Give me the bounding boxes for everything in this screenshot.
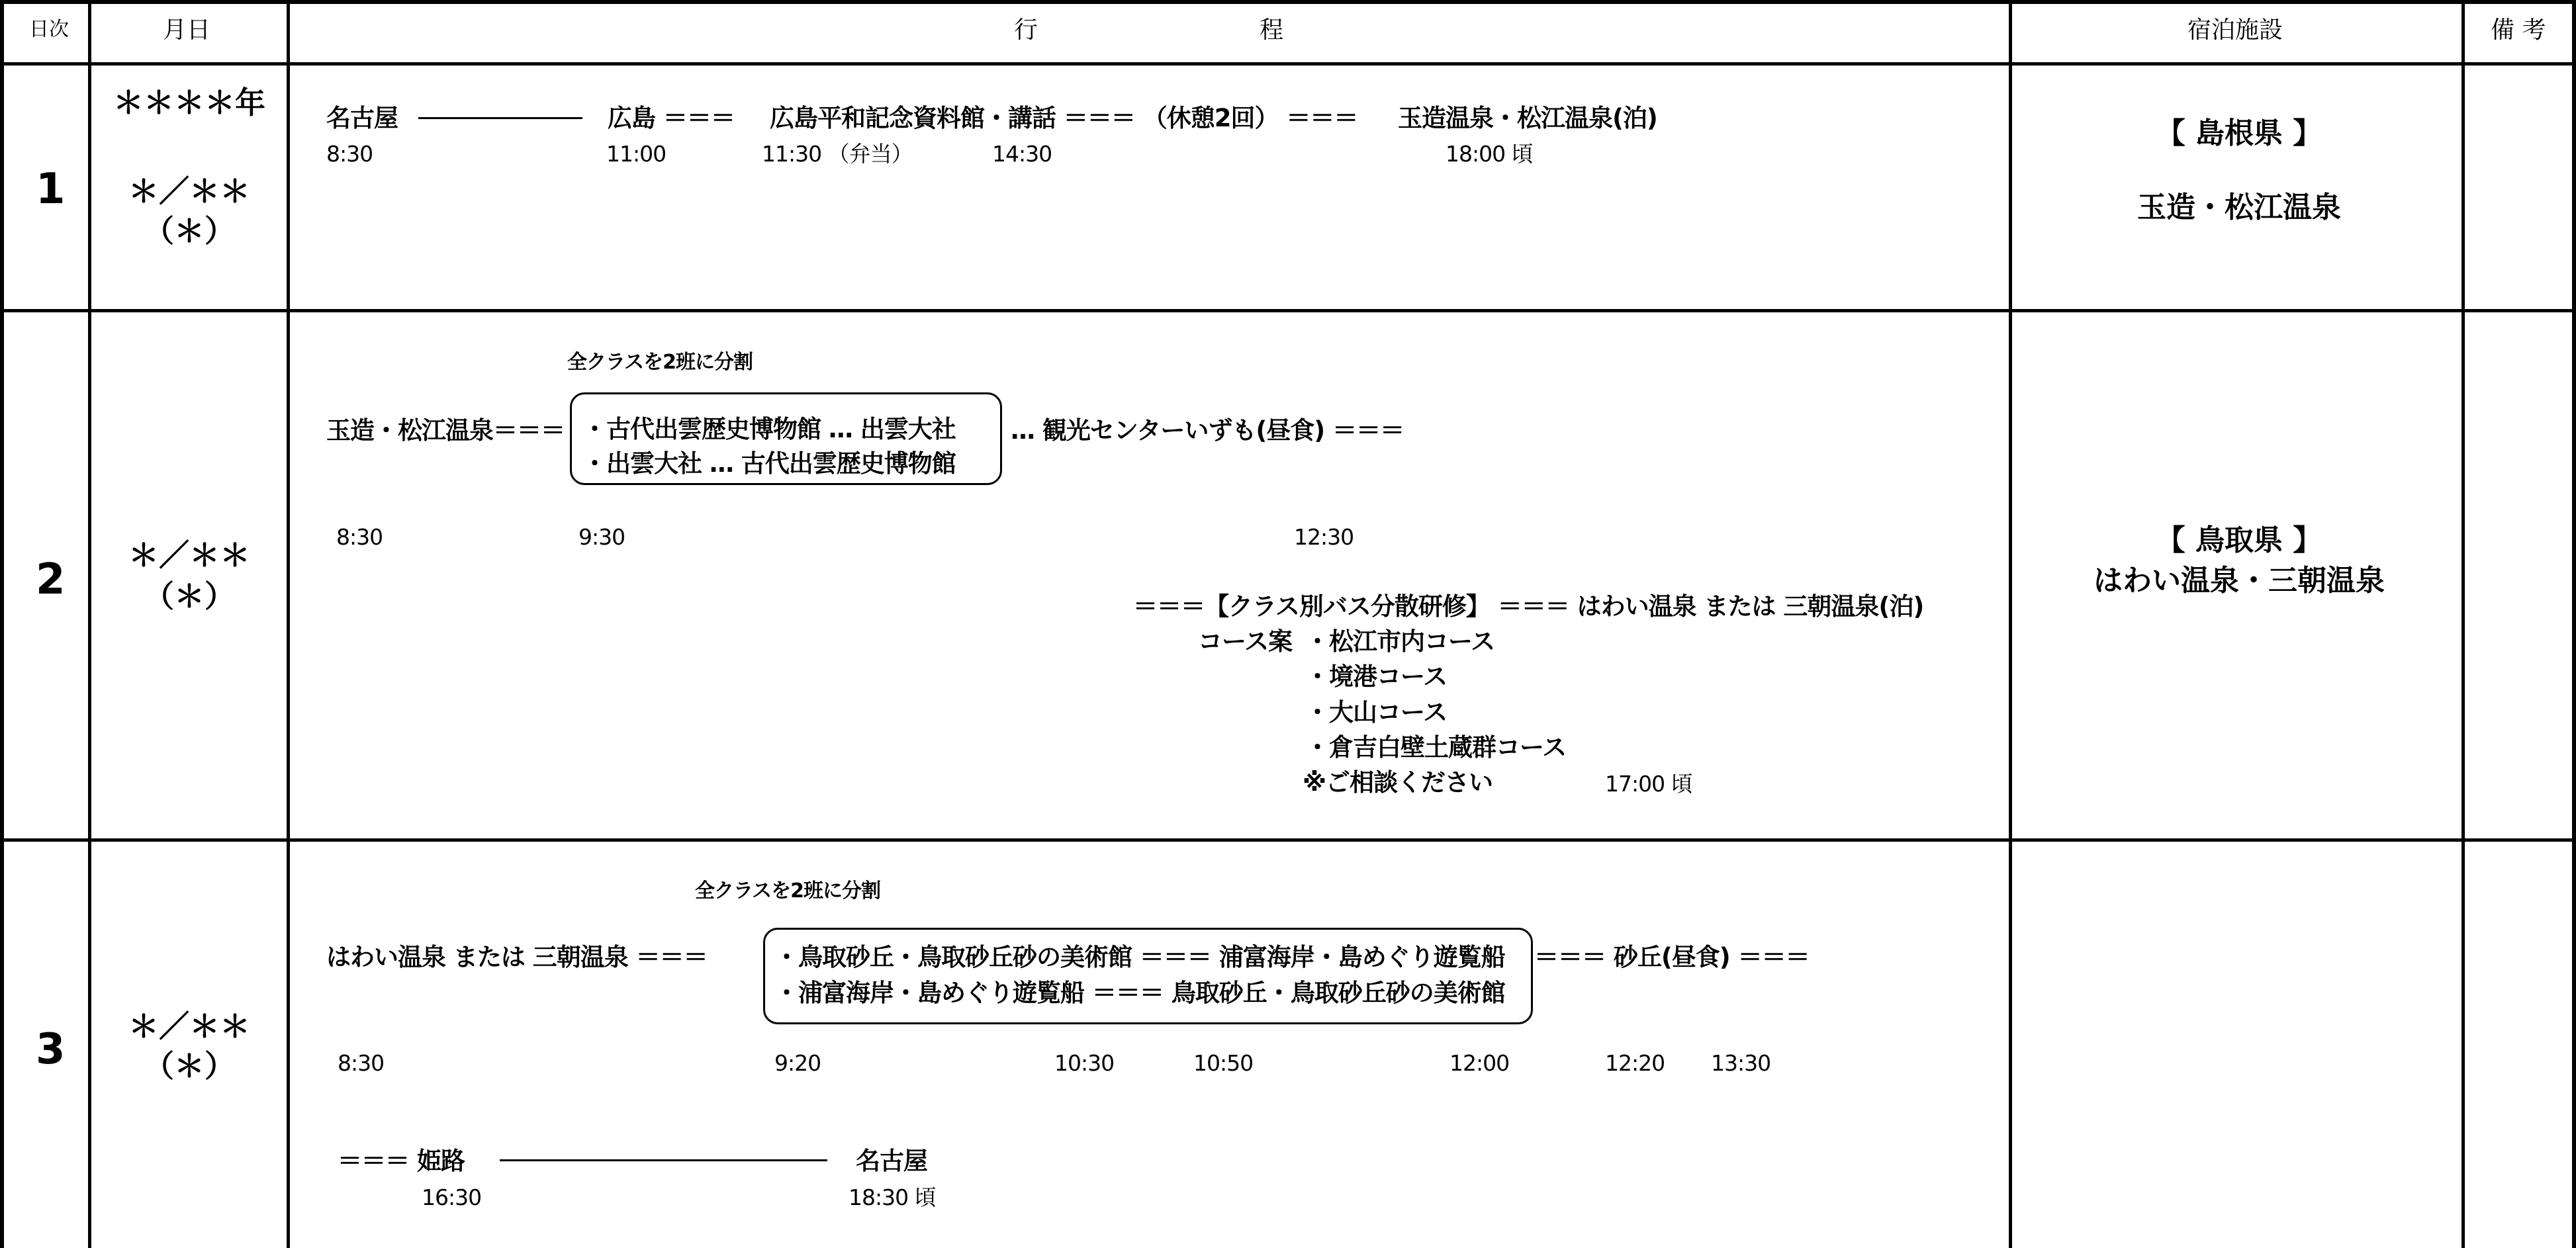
group-route-b-3: ・浦富海岸・島めぐり遊覧船 ＝＝＝ 鳥取砂丘・鳥取砂丘砂の美術館 <box>774 979 1505 1007</box>
stop-nagoya-start: 名古屋 <box>326 104 398 132</box>
course-item-1: ・松江市内コース <box>1305 627 1495 656</box>
lunch-stop-3: ＝＝＝ 砂丘(昼食) ＝＝＝ <box>1534 943 1810 971</box>
col-divider-lodging <box>2461 0 2465 1248</box>
time-himeji: 16:30 <box>422 1184 482 1210</box>
time-2-2: 9:30 <box>578 524 625 550</box>
start-onsen-3: はわい温泉 または 三朝温泉 ＝＝＝ <box>326 943 708 971</box>
table-border-top <box>0 0 2576 4</box>
date-1: ＊／＊＊ <box>128 173 250 209</box>
row-divider-1 <box>0 309 2576 312</box>
time-1-2: 11:00 <box>606 141 667 167</box>
row-divider-2 <box>0 838 2576 842</box>
stop-himeji: ＝＝＝ 姫路 <box>338 1147 465 1175</box>
stop-hiroshima: 広島 ＝＝＝ <box>608 104 735 132</box>
day-number-3: 3 <box>36 1025 66 1074</box>
time-3-7: 13:30 <box>1711 1050 1771 1076</box>
header-date: 月日 <box>163 17 211 44</box>
header-lodging: 宿泊施設 <box>2187 17 2283 44</box>
route-line-bus <box>418 117 582 119</box>
course-item-3: ・大山コース <box>1305 698 1448 727</box>
date-2: ＊／＊＊ <box>128 537 250 573</box>
day-number-2: 2 <box>36 555 66 604</box>
header-day: 日次 <box>29 18 69 41</box>
lodging-pref-2: 【 鳥取県 】 <box>2156 523 2323 557</box>
col-divider-itinerary <box>2009 0 2012 1248</box>
time-1-1: 8:30 <box>326 141 373 167</box>
route-line-return <box>500 1159 827 1161</box>
course-label: コース案 <box>1198 627 1293 656</box>
group-route-a-2: ・古代出雲歴史博物館 … 出雲大社 <box>582 415 956 443</box>
time-nagoya-arrival: 18:30 頃 <box>849 1184 936 1210</box>
weekday-3: （＊） <box>144 1048 235 1084</box>
time-3-6: 12:20 <box>1605 1050 1665 1076</box>
lunch-stop-2: … 観光センターいずも(昼食) ＝＝＝ <box>1011 416 1404 445</box>
weekday-2: （＊） <box>144 578 235 614</box>
stop-peace-museum: 広島平和記念資料館・講話 ＝＝＝ （休憩2回） ＝＝＝ <box>770 104 1358 132</box>
time-3-4: 10:50 <box>1193 1050 1254 1076</box>
date-year-1: ＊＊＊＊年 <box>113 85 265 120</box>
split-note-2: 全クラスを2班に分割 <box>567 351 753 374</box>
date-3: ＊／＊＊ <box>128 1008 250 1044</box>
start-onsen-2: 玉造・松江温泉＝＝＝ <box>326 416 565 445</box>
bus-training-line: ＝＝＝【クラス別バス分散研修】 ＝＝＝ はわい温泉 または 三朝温泉(泊) <box>1133 592 1924 621</box>
day-number-1: 1 <box>36 165 66 214</box>
lodging-pref-1: 【 島根県 】 <box>2156 116 2323 150</box>
time-3-2: 9:20 <box>774 1050 821 1076</box>
stop-nagoya-end: 名古屋 <box>856 1147 927 1175</box>
table-border-left <box>0 0 4 1248</box>
header-remarks: 備 考 <box>2491 17 2546 44</box>
course-item-4: ・倉吉白壁土蔵群コース <box>1305 733 1567 762</box>
time-2-1: 8:30 <box>336 524 383 550</box>
split-note-3: 全クラスを2班に分割 <box>695 879 880 903</box>
group-route-a-3: ・鳥取砂丘・鳥取砂丘砂の美術館 ＝＝＝ 浦富海岸・島めぐり遊覧船 <box>774 943 1505 971</box>
time-2-end: 17:00 頃 <box>1605 771 1692 797</box>
time-1-4: 14:30 <box>992 141 1052 167</box>
group-split-box-3 <box>763 928 1533 1024</box>
time-1-5: 18:00 頃 <box>1446 141 1533 167</box>
time-2-3: 12:30 <box>1294 524 1354 550</box>
time-3-5: 12:00 <box>1449 1050 1510 1076</box>
lodging-name-1: 玉造・松江温泉 <box>2137 191 2341 224</box>
time-1-3: 11:30 （弁当） <box>762 141 913 167</box>
weekday-1: （＊） <box>144 213 235 249</box>
header-itinerary-1: 行 <box>1014 17 1038 44</box>
lodging-name-2: はわい温泉・三朝温泉 <box>2093 564 2385 598</box>
header-itinerary-2: 程 <box>1260 17 1284 44</box>
course-note: ※ご相談ください <box>1303 768 1493 797</box>
stop-onsen-day1: 玉造温泉・松江温泉(泊) <box>1398 104 1657 132</box>
header-divider <box>0 62 2576 66</box>
table-border-right <box>2572 0 2576 1248</box>
time-3-1: 8:30 <box>338 1050 385 1076</box>
time-3-3: 10:30 <box>1054 1050 1115 1076</box>
course-item-2: ・境港コース <box>1305 662 1448 691</box>
group-route-b-2: ・出雲大社 … 古代出雲歴史博物館 <box>582 449 956 478</box>
